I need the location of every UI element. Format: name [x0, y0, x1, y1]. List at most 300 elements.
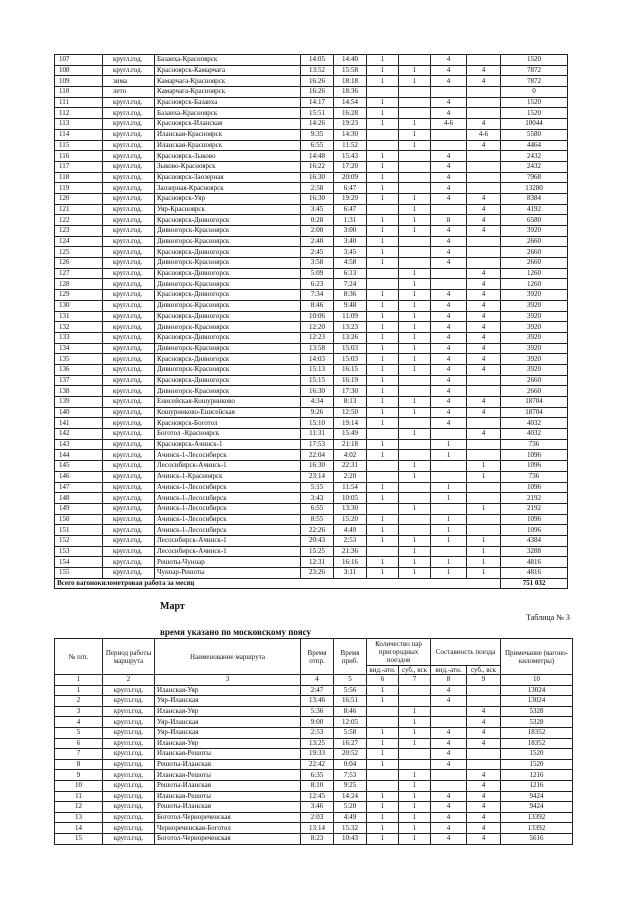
routes-table-1: [54, 54, 568, 589]
table-row: [55, 514, 568, 525]
table-cell: 1: [399, 268, 431, 279]
table-cell: кругл.год.: [103, 55, 155, 66]
header-pairs-weekday: вид.-атн.: [367, 666, 399, 675]
table-cell: кругл.год.: [103, 823, 155, 834]
header-period: Период работы маршрута: [103, 639, 155, 675]
table-cell: 16:15: [334, 364, 367, 375]
table-cell: 1: [367, 108, 399, 119]
table-cell: 14:17: [301, 97, 334, 108]
table-cell: 108: [55, 65, 103, 76]
table-row: [55, 343, 568, 354]
table-cell: [399, 525, 431, 536]
table-cell: Ачинск-1-Лесосибирск: [155, 482, 301, 493]
table-cell: 1: [399, 215, 431, 226]
table-cell: [399, 172, 431, 183]
table-cell: [367, 129, 399, 140]
table-cell: 15:51: [301, 108, 334, 119]
table-cell: 1: [399, 354, 431, 365]
column-number: 1: [55, 675, 103, 686]
table-row: [55, 226, 568, 237]
table-cell: [431, 429, 467, 440]
table-cell: кругл.год.: [103, 418, 155, 429]
table-cell: 4: [467, 717, 501, 728]
table-cell: 4384: [501, 535, 568, 546]
table-cell: 5:58: [334, 727, 367, 738]
table-cell: 1520: [501, 759, 573, 770]
table-cell: кругл.год.: [103, 119, 155, 130]
table-cell: 1: [367, 65, 399, 76]
table-cell: [367, 204, 399, 215]
table-cell: 1: [431, 568, 467, 579]
header-pairs-weekend: суб., вск: [399, 666, 431, 675]
table-cell: Дивногорск-Красноярск: [155, 343, 301, 354]
table-cell: 139: [55, 397, 103, 408]
table-cell: 4: [431, 812, 467, 823]
table-cell: Иланская-Решоты: [155, 749, 301, 760]
table-cell: 1: [367, 439, 399, 450]
table-cell: кругл.год.: [103, 471, 155, 482]
table-cell: 3:45: [334, 247, 367, 258]
table-cell: Дивногорск-Красноярск: [155, 300, 301, 311]
table-cell: Кошурниково-Енисейская: [155, 407, 301, 418]
table-cell: 17:30: [334, 386, 367, 397]
table-row: [55, 108, 568, 119]
table-cell: Красноярск-Дивногорск: [155, 332, 301, 343]
table-row: [55, 450, 568, 461]
table-cell: [467, 759, 501, 770]
table-cell: 4-6: [467, 129, 501, 140]
table-cell: 15:32: [334, 823, 367, 834]
table-row: [55, 525, 568, 536]
table-cell: [431, 279, 467, 290]
table-cell: 1: [399, 279, 431, 290]
table-cell: 2:58: [301, 183, 334, 194]
table-cell: 16:26: [301, 87, 334, 98]
table-row: [55, 493, 568, 504]
table-cell: 4816: [501, 568, 568, 579]
table-cell: 3:43: [301, 493, 334, 504]
table-cell: 4: [467, 429, 501, 440]
table-cell: кругл.год.: [103, 759, 155, 770]
table-cell: 4: [467, 407, 501, 418]
table-row: [55, 129, 568, 140]
table-cell: [431, 503, 467, 514]
table-cell: 4:49: [334, 812, 367, 823]
table-cell: 11:09: [334, 311, 367, 322]
table-cell: кругл.год.: [103, 397, 155, 408]
table-cell: 19:14: [334, 418, 367, 429]
table-cell: 4: [467, 780, 501, 791]
table-cell: 4: [431, 332, 467, 343]
table-cell: кругл.год.: [103, 439, 155, 450]
table-row: [55, 151, 568, 162]
table-row: [55, 204, 568, 215]
table-cell: Ачинск-1-Лесосибирск: [155, 514, 301, 525]
table-cell: 1096: [501, 525, 568, 536]
table-row: [55, 823, 573, 834]
table-cell: Лесосибирск-Ачинск-1: [155, 535, 301, 546]
table-cell: 4: [467, 812, 501, 823]
table-cell: 4: [431, 161, 467, 172]
table-cell: [399, 151, 431, 162]
table-row: [55, 268, 568, 279]
table-cell: 12:45: [301, 791, 334, 802]
table-cell: кругл.год.: [103, 727, 155, 738]
table-cell: 1: [367, 525, 399, 536]
table-cell: 127: [55, 268, 103, 279]
table-cell: 4: [431, 759, 467, 770]
table-cell: Дивногорск-Красноярск: [155, 322, 301, 333]
table-cell: 1: [399, 546, 431, 557]
table-cell: 133: [55, 332, 103, 343]
table-cell: 122: [55, 215, 103, 226]
table-cell: 1: [399, 727, 431, 738]
table-cell: 4: [431, 55, 467, 66]
table-cell: кругл.год.: [103, 172, 155, 183]
table-cell: 10044: [501, 119, 568, 130]
table-cell: 1: [467, 546, 501, 557]
table-cell: 1: [367, 97, 399, 108]
table-cell: 12:20: [301, 322, 334, 333]
table-cell: [467, 108, 501, 119]
table-cell: 4: [467, 727, 501, 738]
table-cell: 7: [55, 749, 103, 760]
table-cell: 2192: [501, 493, 568, 504]
table-cell: [399, 108, 431, 119]
table-cell: 4: [467, 833, 501, 844]
table-cell: 13392: [501, 812, 573, 823]
table-cell: 1: [367, 823, 399, 834]
table-cell: 1: [399, 65, 431, 76]
table-cell: 4: [467, 332, 501, 343]
table-cell: 4816: [501, 557, 568, 568]
table-row: [55, 354, 568, 365]
table-cell: [367, 780, 399, 791]
table-cell: 152: [55, 535, 103, 546]
table-cell: 137: [55, 375, 103, 386]
table-cell: 134: [55, 343, 103, 354]
table-cell: 5: [55, 727, 103, 738]
table-row: [55, 161, 568, 172]
table-cell: 1: [367, 364, 399, 375]
table-cell: Енисейская-Кошурниково: [155, 397, 301, 408]
table-cell: кругл.год.: [103, 386, 155, 397]
timezone-note: время указано по московскому поясу: [160, 627, 311, 637]
table-cell: 4: [431, 364, 467, 375]
table-cell: 4: [431, 108, 467, 119]
table-cell: кругл.год.: [103, 108, 155, 119]
table-row: [55, 119, 568, 130]
table-cell: 4: [467, 706, 501, 717]
table-cell: 16:19: [334, 375, 367, 386]
table-cell: 4: [431, 397, 467, 408]
table-cell: [399, 759, 431, 770]
table-cell: 5328: [501, 717, 573, 728]
header-arr: Время приб.: [334, 639, 367, 675]
table-cell: 13392: [501, 823, 573, 834]
table-cell: 1: [367, 685, 399, 696]
table-cell: 7:53: [334, 770, 367, 781]
table-cell: 1: [367, 568, 399, 579]
table-cell: Чуноар-Решоты: [155, 568, 301, 579]
table-cell: 3:45: [301, 204, 334, 215]
table-cell: кругл.год.: [103, 290, 155, 301]
table-cell: 4: [431, 375, 467, 386]
table-cell: [431, 780, 467, 791]
table-cell: 1: [431, 439, 467, 450]
table-cell: кругл.год.: [103, 236, 155, 247]
table-cell: 1: [431, 493, 467, 504]
table-cell: [467, 161, 501, 172]
table-cell: [467, 258, 501, 269]
table-cell: 146: [55, 471, 103, 482]
table-cell: 21:18: [334, 439, 367, 450]
header-comp: Составность поезда: [431, 639, 501, 666]
table-cell: 1: [399, 204, 431, 215]
table-cell: 4: [431, 823, 467, 834]
table-cell: 20:43: [301, 535, 334, 546]
table-cell: Красноярск-Базаиха: [155, 97, 301, 108]
table-cell: Ачинск-1-Лесосибирск: [155, 503, 301, 514]
column-number: 9: [467, 675, 501, 686]
table-cell: 4: [467, 791, 501, 802]
column-number: 8: [431, 675, 467, 686]
table-cell: 11: [55, 791, 103, 802]
table-cell: 6580: [501, 215, 568, 226]
table-cell: 4: [431, 151, 467, 162]
table-cell: кругл.год.: [103, 226, 155, 237]
table-cell: 5:15: [301, 482, 334, 493]
table-cell: 7:24: [334, 279, 367, 290]
table-cell: 4: [431, 727, 467, 738]
table-cell: [467, 685, 501, 696]
table-cell: 3920: [501, 354, 568, 365]
header-comp-weekend: суб., вск: [467, 666, 501, 675]
table-cell: Красноярск-Дивногорск: [155, 215, 301, 226]
table-cell: 15:25: [301, 546, 334, 557]
table-cell: 1096: [501, 450, 568, 461]
table-cell: [367, 140, 399, 151]
table-cell: 18704: [501, 397, 568, 408]
table-cell: кругл.год.: [103, 364, 155, 375]
table-cell: кругл.год.: [103, 161, 155, 172]
table-cell: кругл.год.: [103, 215, 155, 226]
table-cell: 3920: [501, 311, 568, 322]
table-cell: 5328: [501, 706, 573, 717]
table-cell: 4: [467, 268, 501, 279]
table-cell: 4: [467, 193, 501, 204]
total-value: 751 032: [501, 578, 568, 589]
table-cell: 1: [399, 557, 431, 568]
table-cell: 148: [55, 493, 103, 504]
table-cell: 1: [367, 802, 399, 813]
table-cell: 8: [55, 759, 103, 770]
table-cell: [467, 439, 501, 450]
table-cell: [399, 685, 431, 696]
table-cell: 4: [431, 685, 467, 696]
table-cell: 1: [367, 738, 399, 749]
table-cell: [467, 696, 501, 707]
table-row: [55, 87, 568, 98]
table-cell: 8:10: [301, 780, 334, 791]
table-cell: Красноярск-Заозерная: [155, 172, 301, 183]
table-cell: 1: [367, 290, 399, 301]
table-cell: 13: [55, 812, 103, 823]
header-dep: Время отпр.: [301, 639, 334, 675]
table-cell: 20:52: [334, 749, 367, 760]
table-row: [55, 332, 568, 343]
table-cell: 155: [55, 568, 103, 579]
table-cell: 5:09: [301, 268, 334, 279]
table-cell: 1: [399, 706, 431, 717]
table-cell: кругл.год.: [103, 151, 155, 162]
table-cell: Иланская-Уяр: [155, 685, 301, 696]
table-cell: 5:20: [334, 802, 367, 813]
table-cell: 8384: [501, 193, 568, 204]
table-cell: Дивногорск-Красноярск: [155, 226, 301, 237]
table-row: [55, 300, 568, 311]
table-cell: 109: [55, 76, 103, 87]
table-cell: [367, 706, 399, 717]
table-cell: 6:23: [301, 279, 334, 290]
table-cell: 1: [367, 322, 399, 333]
column-number: 4: [301, 675, 334, 686]
table-number: Таблица № 3: [526, 613, 570, 622]
table-cell: 18:36: [334, 87, 367, 98]
table-cell: 145: [55, 461, 103, 472]
table-cell: 3:46: [301, 802, 334, 813]
table-cell: Дивногорск-Красноярск: [155, 364, 301, 375]
table-cell: 150: [55, 514, 103, 525]
table-cell: 4: [467, 119, 501, 130]
table-cell: [431, 268, 467, 279]
table-cell: 1: [399, 823, 431, 834]
table-row: [55, 696, 573, 707]
table-cell: 23:26: [301, 568, 334, 579]
table-cell: кругл.год.: [103, 247, 155, 258]
table-cell: 4: [431, 193, 467, 204]
table-cell: кругл.год.: [103, 183, 155, 194]
table-cell: Красноярск-Иланская: [155, 119, 301, 130]
table-cell: 1: [367, 749, 399, 760]
table-cell: [467, 236, 501, 247]
table-cell: 118: [55, 172, 103, 183]
table-cell: 115: [55, 140, 103, 151]
table-cell: Дивногорск-Красноярск: [155, 279, 301, 290]
table-cell: 8:46: [334, 706, 367, 717]
table-cell: [431, 461, 467, 472]
table-cell: Зыково-Красноярск: [155, 161, 301, 172]
table-cell: 4: [467, 140, 501, 151]
table-cell: 9:48: [334, 300, 367, 311]
table-cell: 126: [55, 258, 103, 269]
table-cell: кругл.год.: [103, 557, 155, 568]
table-row: [55, 557, 568, 568]
table-cell: [367, 279, 399, 290]
table-cell: 4: [431, 258, 467, 269]
table-cell: [467, 450, 501, 461]
table-cell: 1: [467, 557, 501, 568]
table-row: [55, 833, 573, 844]
table-row: [55, 461, 568, 472]
table-cell: 16:16: [334, 557, 367, 568]
table-cell: 110: [55, 87, 103, 98]
table-cell: 4: [467, 215, 501, 226]
table-cell: 1: [399, 471, 431, 482]
table-cell: [431, 546, 467, 557]
table-cell: 15:58: [334, 65, 367, 76]
table-cell: кругл.год.: [103, 407, 155, 418]
table-cell: 4: [431, 300, 467, 311]
table-cell: 1: [399, 461, 431, 472]
table-cell: 1: [467, 535, 501, 546]
table-cell: 7968: [501, 172, 568, 183]
table-cell: 1: [367, 727, 399, 738]
table-cell: 10:43: [334, 833, 367, 844]
table-cell: 17:53: [301, 439, 334, 450]
table-cell: [399, 87, 431, 98]
table-cell: 111: [55, 97, 103, 108]
table-row: [55, 65, 568, 76]
table-cell: 132: [55, 322, 103, 333]
table-cell: 10:05: [334, 493, 367, 504]
table-cell: [467, 482, 501, 493]
table-row: [55, 183, 568, 194]
table-cell: 4: [431, 65, 467, 76]
table-cell: кругл.год.: [103, 300, 155, 311]
table-cell: 14:03: [301, 354, 334, 365]
table-cell: 1: [367, 375, 399, 386]
table-cell: 13:14: [301, 823, 334, 834]
table-cell: 16:51: [334, 696, 367, 707]
table-cell: Ачинск-1-Лесосибирск: [155, 450, 301, 461]
table-cell: 5580: [501, 129, 568, 140]
table-cell: 13:25: [301, 738, 334, 749]
table-cell: 14:24: [334, 791, 367, 802]
table-cell: 1: [431, 525, 467, 536]
table-cell: 5:36: [301, 706, 334, 717]
table-row: [55, 140, 568, 151]
table-cell: [367, 471, 399, 482]
table-cell: Красноярск-Ачинск-1: [155, 439, 301, 450]
table-cell: кругл.год.: [103, 568, 155, 579]
table-cell: 1: [399, 332, 431, 343]
table-cell: 114: [55, 129, 103, 140]
table-cell: 4: [467, 343, 501, 354]
table-cell: кругл.год.: [103, 343, 155, 354]
table-cell: 14:30: [334, 129, 367, 140]
table-row: [55, 386, 568, 397]
table-cell: 4: [467, 364, 501, 375]
table-cell: кругл.год.: [103, 97, 155, 108]
table-cell: 6:13: [334, 268, 367, 279]
table-cell: 4: [431, 749, 467, 760]
table-cell: Чернореченская-Боготол: [155, 823, 301, 834]
table-cell: 1: [399, 780, 431, 791]
table-cell: 1: [367, 193, 399, 204]
table-cell: 3920: [501, 364, 568, 375]
table-cell: Камарчага-Красноярск: [155, 76, 301, 87]
table-cell: [467, 375, 501, 386]
table-cell: кругл.год.: [103, 429, 155, 440]
table-cell: 1: [367, 236, 399, 247]
table-cell: 1: [367, 833, 399, 844]
table-cell: 142: [55, 429, 103, 440]
table-cell: 19:33: [301, 749, 334, 760]
column-numbers-row: [55, 675, 573, 686]
table-cell: [467, 172, 501, 183]
table-cell: 2660: [501, 258, 568, 269]
